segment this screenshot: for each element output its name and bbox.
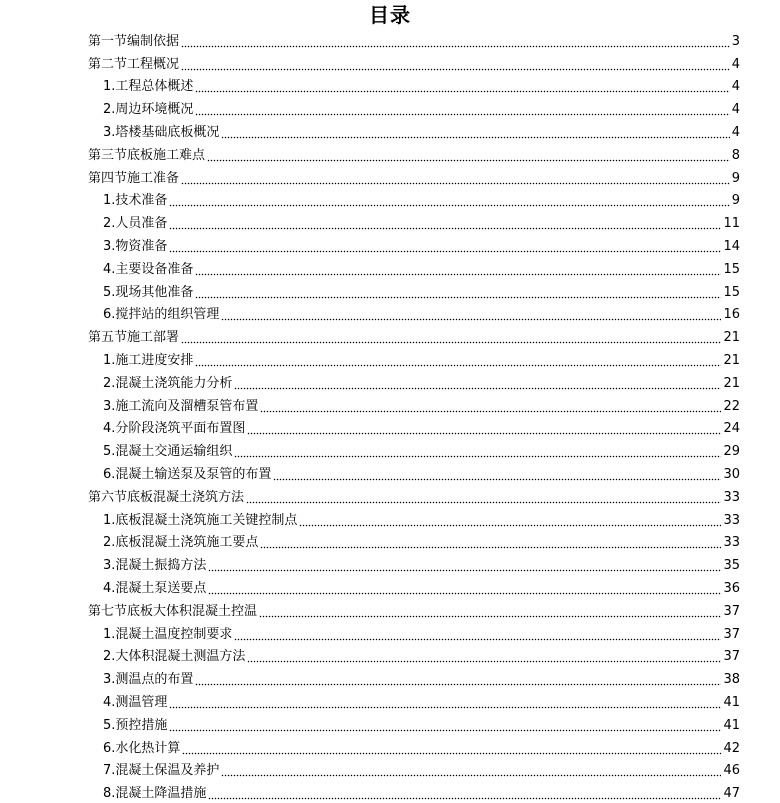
toc-entry-label: 1.混凝土温度控制要求 (103, 626, 233, 642)
toc-subsection-entry[interactable] (88, 712, 740, 735)
dot-leader (208, 569, 721, 572)
toc-subsection-entry[interactable] (88, 689, 740, 712)
dot-leader (195, 296, 721, 299)
toc-subsection-entry[interactable] (88, 119, 740, 142)
toc-entry-label: 2.周边环境概况 (103, 102, 194, 118)
toc-entry-label: 4.分阶段浇筑平面布置图 (103, 421, 246, 437)
dot-leader (207, 159, 730, 162)
toc-entry-label: 4.混凝土泵送要点 (103, 580, 207, 596)
dot-leader (169, 706, 721, 709)
toc-subsection-entry[interactable] (88, 644, 740, 667)
dot-leader (169, 227, 721, 230)
dot-leader (260, 410, 721, 413)
toc-subsection-entry[interactable] (88, 758, 740, 781)
toc-entry-page-number: 33 (723, 512, 740, 528)
toc-entry-page-number: 29 (723, 444, 740, 460)
dot-leader (208, 592, 721, 595)
toc-entry-page-number: 30 (723, 466, 740, 482)
dot-leader (169, 729, 721, 732)
toc-entry-page-number: 41 (723, 694, 740, 710)
dot-leader (247, 432, 721, 435)
toc-entry-page-number: 21 (723, 352, 740, 368)
toc-subsection-entry[interactable] (88, 507, 740, 530)
toc-entry-label: 2.大体积混凝土测温方法 (103, 649, 246, 665)
toc-entry-label: 第七节底板大体积混凝土控温 (88, 603, 258, 619)
dot-leader (195, 113, 729, 116)
toc-entry-page-number: 21 (723, 375, 740, 391)
toc-subsection-entry[interactable] (88, 370, 740, 393)
toc-entry-page-number: 15 (723, 284, 740, 300)
toc-section-entry[interactable] (88, 142, 740, 165)
toc-entry-page-number: 14 (723, 238, 740, 254)
dot-leader (195, 683, 721, 686)
toc-entry-page-number: 21 (723, 330, 740, 346)
dot-leader (195, 90, 729, 93)
toc-entry-page-number: 33 (723, 489, 740, 505)
dot-leader (299, 524, 721, 527)
dot-leader (181, 68, 730, 71)
toc-subsection-entry[interactable] (88, 735, 740, 758)
dot-leader (221, 318, 721, 321)
dot-leader (260, 546, 721, 549)
toc-subsection-entry[interactable] (88, 233, 740, 256)
toc-entry-page-number: 42 (723, 740, 740, 756)
dot-leader (273, 478, 721, 481)
toc-subsection-entry[interactable] (88, 188, 740, 211)
dot-leader (259, 615, 721, 618)
toc-entry-page-number: 47 (723, 786, 740, 802)
toc-entry-page-number: 33 (723, 535, 740, 551)
toc-entry-label: 4.测温管理 (103, 694, 168, 710)
toc-entry-page-number: 37 (723, 603, 740, 619)
toc-entry-page-number: 11 (723, 216, 740, 232)
toc-entry-page-number: 37 (723, 649, 740, 665)
toc-section-entry[interactable] (88, 28, 740, 51)
dot-leader (234, 638, 721, 641)
toc-entry-label: 2.底板混凝土浇筑施工要点 (103, 535, 259, 551)
toc-entry-page-number: 8 (731, 147, 740, 163)
toc-entry-label: 第一节编制依据 (88, 33, 180, 49)
dot-leader (246, 501, 721, 504)
toc-entry-page-number: 38 (723, 672, 740, 688)
toc-subsection-entry[interactable] (88, 302, 740, 325)
toc-list (88, 28, 740, 803)
toc-entry-page-number: 36 (723, 580, 740, 596)
toc-section-entry[interactable] (88, 598, 740, 621)
toc-entry-label: 1.施工进度安排 (103, 352, 194, 368)
toc-section-entry[interactable] (88, 51, 740, 74)
toc-subsection-entry[interactable] (88, 74, 740, 97)
toc-entry-label: 4.主要设备准备 (103, 261, 194, 277)
dot-leader (169, 204, 729, 207)
toc-entry-page-number: 4 (731, 102, 740, 118)
toc-entry-label: 3.混凝土振捣方法 (103, 558, 207, 574)
dot-leader (169, 250, 721, 253)
toc-entry-label: 6.水化热计算 (103, 740, 181, 756)
toc-entry-page-number: 9 (731, 193, 740, 209)
toc-entry-page-number: 35 (723, 558, 740, 574)
dot-leader (234, 387, 721, 390)
toc-subsection-entry[interactable] (88, 438, 740, 461)
toc-entry-label: 5.预控措施 (103, 717, 168, 733)
toc-entry-label: 2.混凝土浇筑能力分析 (103, 375, 233, 391)
toc-subsection-entry[interactable] (88, 666, 740, 689)
toc-subsection-entry[interactable] (88, 393, 740, 416)
dot-leader (181, 341, 721, 344)
toc-entry-label: 8.混凝土降温措施 (103, 786, 207, 802)
toc-entry-page-number: 4 (731, 79, 740, 95)
toc-entry-label: 6.搅拌站的组织管理 (103, 307, 220, 323)
toc-subsection-entry[interactable] (88, 416, 740, 439)
toc-section-entry[interactable] (88, 484, 740, 507)
dot-leader (181, 45, 730, 48)
toc-subsection-entry[interactable] (88, 96, 740, 119)
dot-leader (234, 455, 721, 458)
toc-section-entry[interactable] (88, 165, 740, 188)
toc-entry-label: 3.施工流向及溜槽泵管布置 (103, 398, 259, 414)
toc-title: 目录 (369, 3, 411, 27)
toc-entry-label: 3.物资准备 (103, 238, 168, 254)
dot-leader (182, 752, 721, 755)
toc-entry-page-number: 3 (731, 33, 740, 49)
toc-entry-label: 5.混凝土交通运输组织 (103, 444, 233, 460)
toc-entry-label: 6.混凝土输送泵及泵管的布置 (103, 466, 272, 482)
toc-entry-page-number: 46 (723, 763, 740, 779)
toc-entry-label: 2.人员准备 (103, 216, 168, 232)
toc-entry-label: 1.工程总体概述 (103, 79, 194, 95)
toc-entry-page-number: 16 (723, 307, 740, 323)
toc-subsection-entry[interactable] (88, 347, 740, 370)
toc-entry-page-number: 37 (723, 626, 740, 642)
toc-entry-label: 第三节底板施工难点 (88, 147, 206, 163)
dot-leader (221, 774, 721, 777)
toc-subsection-entry[interactable] (88, 256, 740, 279)
toc-entry-page-number: 4 (731, 56, 740, 72)
toc-entry-page-number: 24 (723, 421, 740, 437)
toc-section-entry[interactable] (88, 324, 740, 347)
toc-entry-label: 3.塔楼基础底板概况 (103, 124, 220, 140)
toc-subsection-entry[interactable] (88, 575, 740, 598)
dot-leader (195, 273, 721, 276)
toc-entry-page-number: 41 (723, 717, 740, 733)
toc-entry-label: 1.技术准备 (103, 193, 168, 209)
toc-subsection-entry[interactable] (88, 210, 740, 233)
toc-entry-page-number: 15 (723, 261, 740, 277)
dot-leader (195, 364, 721, 367)
toc-entry-label: 5.现场其他准备 (103, 284, 194, 300)
dot-leader (247, 660, 721, 663)
toc-subsection-entry[interactable] (88, 621, 740, 644)
toc-subsection-entry[interactable] (88, 279, 740, 302)
toc-entry-label: 第二节工程概况 (88, 56, 180, 72)
dot-leader (181, 182, 730, 185)
toc-entry-label: 第四节施工准备 (88, 170, 180, 186)
toc-subsection-entry[interactable] (88, 530, 740, 553)
toc-subsection-entry[interactable] (88, 552, 740, 575)
dot-leader (221, 136, 729, 139)
toc-entry-page-number: 4 (731, 124, 740, 140)
toc-entry-label: 3.测温点的布置 (103, 672, 194, 688)
toc-entry-page-number: 9 (731, 170, 740, 186)
toc-subsection-entry[interactable] (88, 461, 740, 484)
toc-entry-page-number: 22 (723, 398, 740, 414)
toc-entry-label: 第六节底板混凝土浇筑方法 (88, 489, 245, 505)
toc-entry-label: 1.底板混凝土浇筑施工关键控制点 (103, 512, 298, 528)
toc-entry-label: 7.混凝土保温及养护 (103, 763, 220, 779)
toc-entry-label: 第五节施工部署 (88, 330, 180, 346)
